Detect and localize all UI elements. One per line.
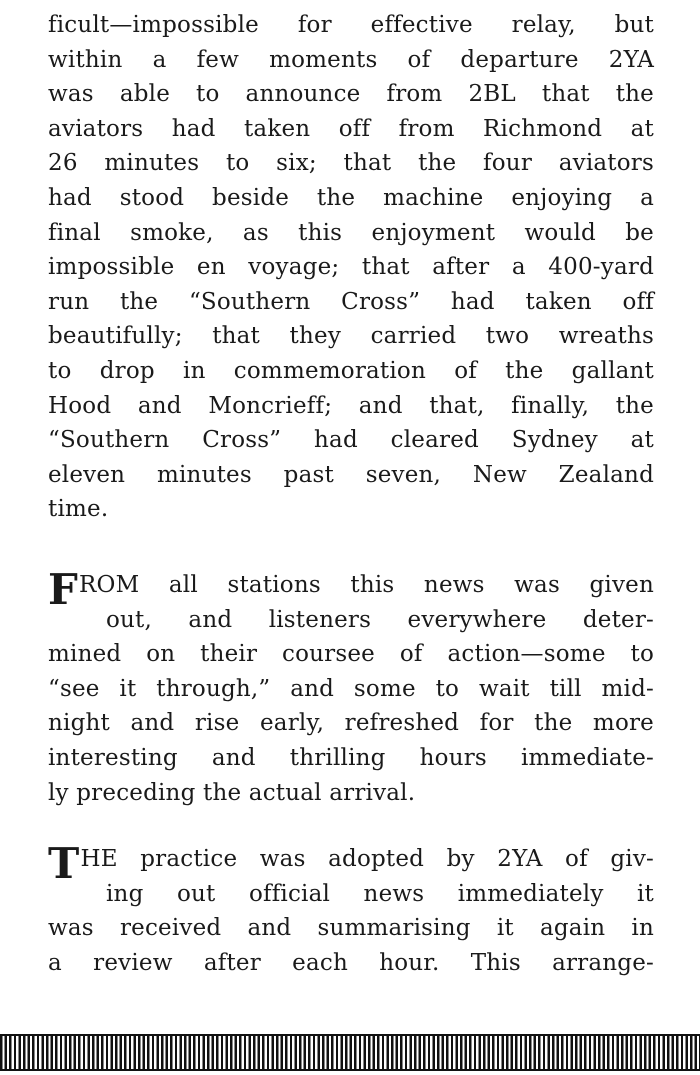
text-line: night and rise early, refreshed for the more <box>48 710 654 737</box>
cap-word-rest: HE <box>80 846 118 872</box>
text-line: ing out official news immediately it <box>106 880 654 907</box>
text-line: “Southern Cross” had cleared Sydney at <box>48 427 654 454</box>
first-line <box>48 565 654 614</box>
text-line: “see it through,” and some to wait till mid- <box>48 675 654 702</box>
decorative-rule-bottom <box>0 1069 700 1071</box>
drop-cap: T <box>48 839 80 888</box>
text-line: out, and listeners everywhere deter- <box>106 606 654 633</box>
text-line: time. <box>48 496 109 523</box>
drop-cap: F <box>48 565 79 614</box>
text-line: had stood beside the machine enjoying a <box>48 184 654 211</box>
text-line: impossible en voyage; that after a 400-yard <box>48 254 654 281</box>
text-line: to drop in commemoration of the gallant <box>48 357 654 384</box>
text-line: run the “Southern Cross” had taken off <box>48 288 654 315</box>
cap-word-rest: ROM <box>79 572 140 598</box>
first-line-text: practice was adopted by 2YA of giv- <box>140 846 654 872</box>
text-line: a review after each hour. This arrange- <box>48 949 654 976</box>
paragraph-1 <box>48 8 654 527</box>
first-line-text: all stations this news was given <box>168 572 654 598</box>
text-line: 26 minutes to six; that the four aviators <box>48 150 654 177</box>
text-line: within a few moments of departure 2YA <box>48 46 654 73</box>
text-line: aviators had taken off from Richmond at <box>48 115 654 142</box>
paragraph-2 <box>48 565 654 810</box>
text-line: ficult—impossible for effective relay, but <box>48 12 654 38</box>
text-line: interesting and thrilling hours immediate- <box>48 744 654 771</box>
text-line: was received and summarising it again in <box>48 915 654 942</box>
text-line: beautifully; that they carried two wreaths <box>48 323 654 350</box>
decorative-border-rule <box>0 1036 700 1070</box>
text-line: eleven minutes past seven, New Zealand <box>48 461 654 488</box>
text-line: final smoke, as this enjoyment would be <box>48 219 654 246</box>
text-line: Hood and Moncrieff; and that, finally, the <box>48 392 654 419</box>
text-line: was able to announce from 2BL that the <box>48 81 654 108</box>
text-line: ly preceding the actual arrival. <box>48 779 416 806</box>
first-line <box>48 839 654 888</box>
text-line: mined on their coursee of action—some to <box>48 641 654 668</box>
paragraph-3 <box>48 839 654 980</box>
